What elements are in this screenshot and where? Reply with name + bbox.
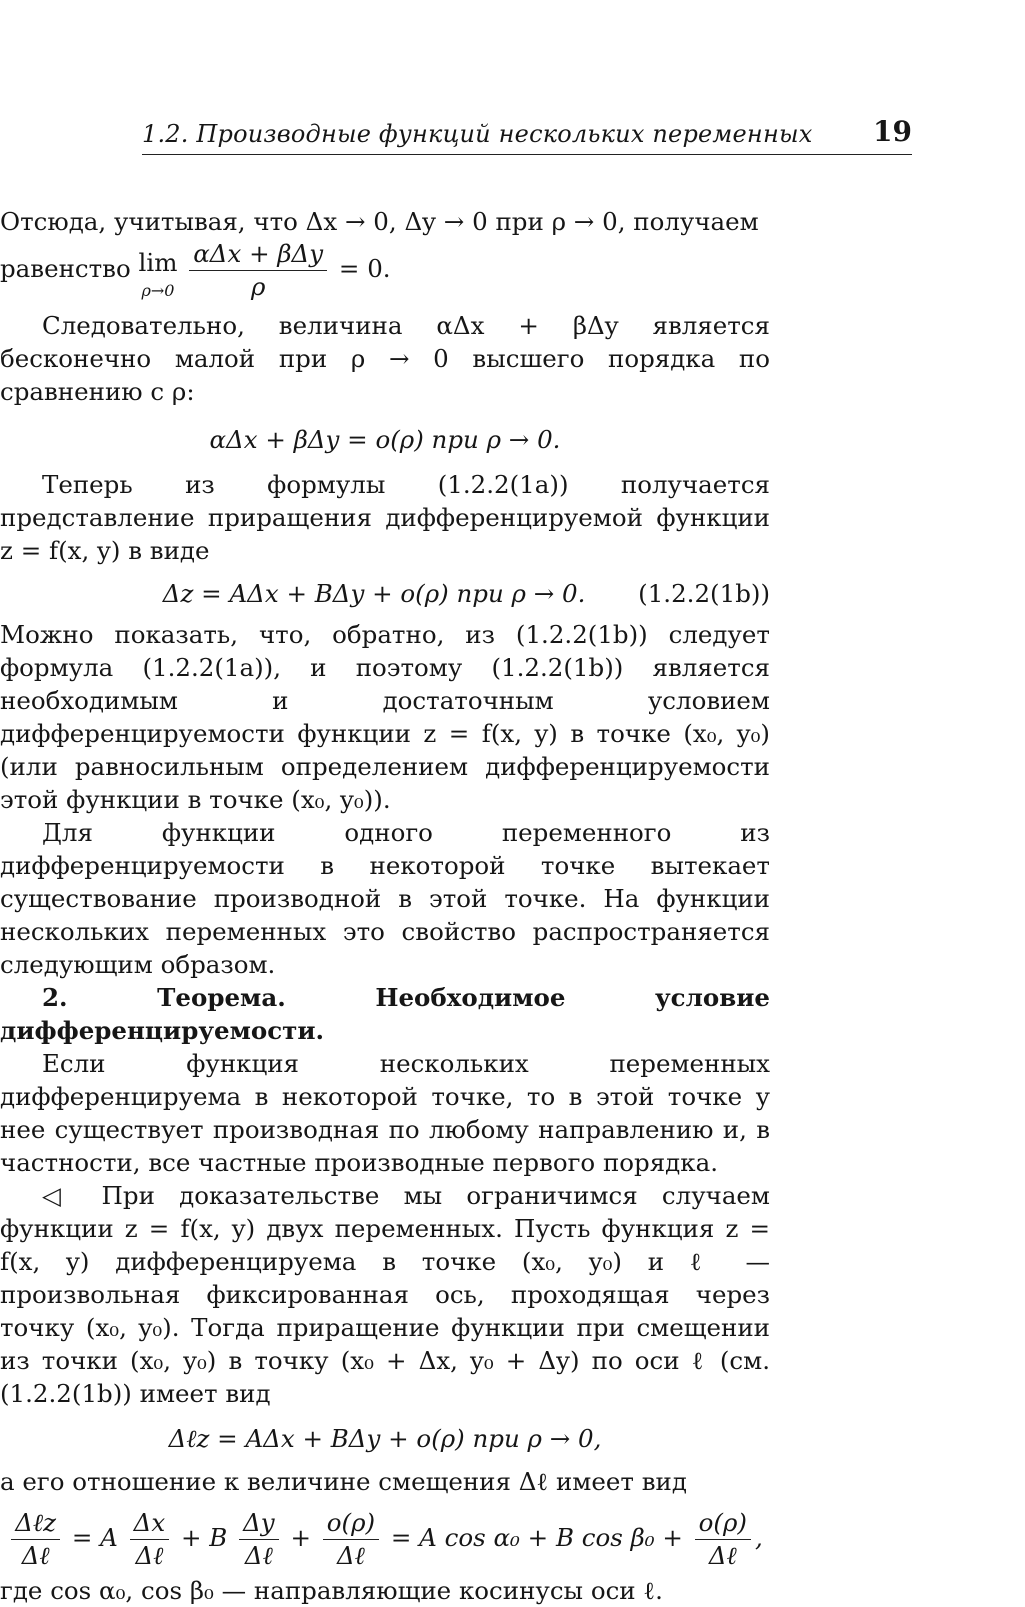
plus-b: + B: [180, 1523, 228, 1552]
paragraph-6: Если функция нескольких переменных дифференцируема в некоторой точке, то в этой точке у нее существует производная по любому направлению и, в частности, все частные производные первого порядка.: [0, 1049, 770, 1177]
lim-subscript: ρ→0: [141, 280, 175, 300]
running-title: 1.2. Производные функций нескольких переменных: [142, 120, 813, 148]
equation-2-row: [0, 577, 770, 610]
fraction-3: [239, 1509, 279, 1570]
paragraph-7: ◁ При доказательстве мы ограничимся случаем функции z = f(x, y) двух переменных. Пусть функция z = f(x, y) дифференцируема в точке (x₀, y₀) и ℓ — произвольная фиксированная ось, проходящая через точку (x₀, y₀). Тогда приращение функции при смещении из точки (x₀, y₀) в точку (x₀ + Δx, y₀ + Δy) по оси ℓ (см. (1.2.2(1b)) имеет вид: [0, 1181, 770, 1408]
paragraph-5: Для функции одного переменного из дифференцируемости в некоторой точке вытекает существование производной в этой точке. На функции нескольких переменных это свойство распространяется следующим образом.: [0, 818, 770, 979]
fraction-3-denominator: Δℓ: [244, 1541, 273, 1570]
paragraph-3: Теперь из формулы (1.2.2(1a)) получается представление приращения дифференцируемой функции z = f(x, y) в виде: [0, 470, 770, 565]
fraction-numerator: αΔx + βΔy: [189, 240, 327, 271]
limit-prefix: равенство: [0, 254, 131, 283]
equation-3: Δℓz = AΔx + BΔy + o(ρ) при ρ → 0,: [168, 1424, 602, 1453]
fraction-3-numerator: Δy: [239, 1509, 279, 1540]
fraction-4-numerator: o(ρ): [323, 1509, 379, 1540]
lim-text: lim: [138, 247, 178, 277]
equation-2: Δz = AΔx + BΔy + o(ρ) при ρ → 0.: [162, 579, 586, 608]
equation-2-label: (1.2.2(1b)): [638, 579, 770, 608]
fraction-5: [695, 1509, 751, 1570]
fraction-2-denominator: Δℓ: [135, 1541, 164, 1570]
paragraph-9: где cos α₀, cos β₀ — направляющие косинусы оси ℓ.: [0, 1576, 663, 1605]
paragraph-4: Можно показать, что, обратно, из (1.2.2(1b)) следует формула (1.2.2(1a)), и поэтому (1.2.2(1b)) является необходимым и достаточным условием дифференцируемости функции z = f(x, y) в точке (x₀, y₀) (или равносильным определением дифференцируемости этой функции в точке (x₀, y₀)).: [0, 620, 770, 814]
page-number: 19: [873, 115, 912, 148]
fraction-5-denominator: Δℓ: [708, 1541, 737, 1570]
equation-4: [0, 1506, 770, 1570]
paragraph-8: а его отношение к величине смещения Δℓ имеет вид: [0, 1467, 687, 1496]
limit-operator: [139, 243, 178, 299]
fraction-denominator: ρ: [250, 272, 266, 301]
fraction-2: [130, 1509, 170, 1570]
fraction-4-denominator: Δℓ: [336, 1541, 365, 1570]
limit-fraction: [189, 240, 327, 301]
paragraph-1a: Отсюда, учитывая, что Δx → 0, Δy → 0 при ρ → 0, получаем: [0, 207, 759, 236]
book-page: [142, 108, 912, 155]
fraction-1: [11, 1509, 60, 1570]
equation-1: αΔx + βΔy = o(ρ) при ρ → 0.: [209, 425, 561, 454]
paragraph-1b: [0, 240, 770, 301]
equals-a: = A: [71, 1523, 118, 1552]
fraction-5-numerator: o(ρ): [695, 1509, 751, 1540]
fraction-1-numerator: Δℓz: [11, 1509, 60, 1540]
trailing-comma: ,: [754, 1523, 763, 1552]
fraction-4: [323, 1509, 379, 1570]
fraction-1-denominator: Δℓ: [21, 1541, 50, 1570]
cosine-terms: = A cos α₀ + B cos β₀ +: [390, 1523, 683, 1552]
plus-sign: +: [290, 1523, 311, 1552]
running-header: [142, 108, 912, 155]
body-text: [0, 205, 770, 1607]
limit-suffix: = 0.: [338, 254, 391, 283]
fraction-2-numerator: Δx: [130, 1509, 170, 1540]
theorem-title: 2. Теорема. Необходимое условие дифференцируемости.: [0, 983, 770, 1045]
paragraph-2: Следовательно, величина αΔx + βΔy является бесконечно малой при ρ → 0 высшего порядка по сравнению с ρ:: [0, 311, 770, 406]
